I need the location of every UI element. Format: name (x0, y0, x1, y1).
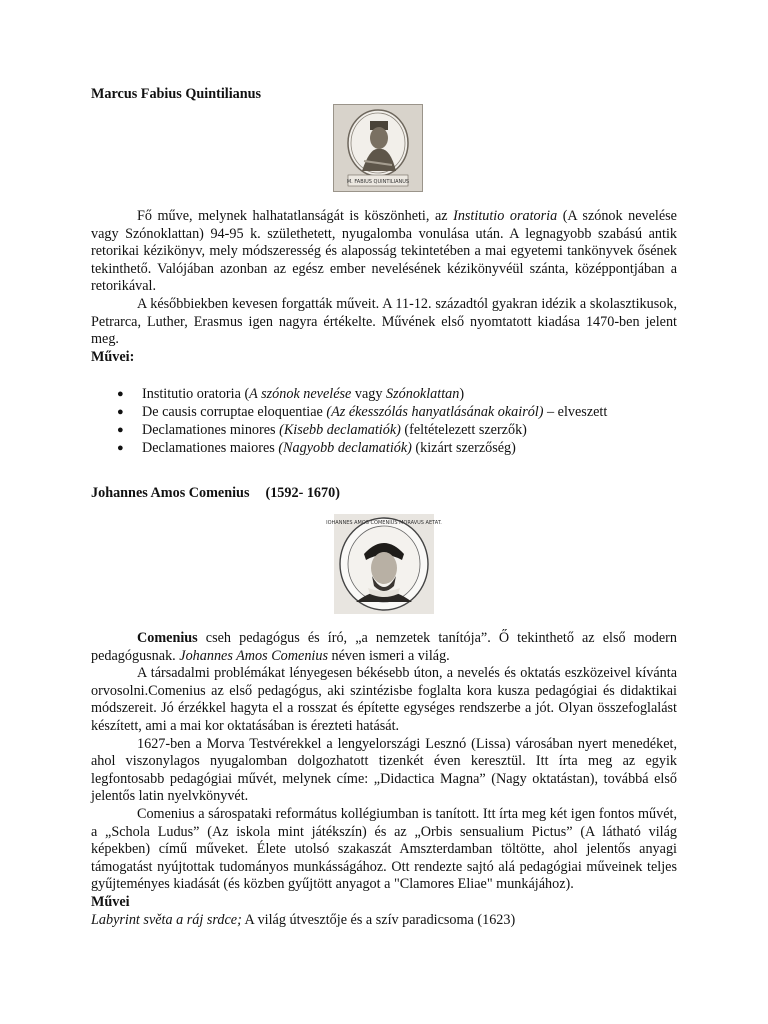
list-item: ● Declamationes maiores (Nagyobb declamatiók) (kizárt szerzőség) (117, 440, 516, 457)
bullet-icon: ● (117, 406, 124, 419)
portrait-comenius-caption: IOHANNES AMOS COMENIUS MORAVUS AETAT. (326, 520, 442, 526)
comenius-years: (1592- 1670) (265, 485, 340, 501)
list-item: ● Institutio oratoria (A szónok nevelése vagy Szónoklattan) (117, 386, 465, 403)
comenius-paragraph-2: A társadalmi problémákat lényegesen békésebb úton, a nevelés és oktatás eszközeivel kívánta orvosolni.Comenius az első pedagógus, aki szintézisbe foglalta kora kusza pedagógiai és didaktikai módszereit. Jó érzékkel hagyta el a rosszat és építette egységes rendszerbe a jót. Olyan összefoglalást készített, ami a mai kor oktatásában is érezteti hatását. (91, 665, 677, 734)
portrait-comenius (326, 514, 442, 614)
bullet-icon: ● (117, 424, 124, 437)
quintilianus-paragraph-2: A későbbiekben kevesen forgatták műveit. A 11-12. századtól gyakran idézik a skolasztikusok, Petrarca, Luther, Erasmus igen nagyra értékelte. Művének első nyomtatott kiadása 1470-ben jelent meg. (91, 295, 677, 348)
section-title-quintilianus: Marcus Fabius Quintilianus (91, 86, 262, 102)
comenius-body (91, 630, 677, 929)
portrait-comenius-engraving (326, 514, 442, 614)
comenius-work-item: Labyrint světa a ráj srdce; A világ útvesztője és a szív paradicsoma (1623) (91, 911, 516, 928)
list-item: ● De causis corruptae eloquentiae (Az ékesszólás hanyatlásának okairól) – elveszett (117, 404, 608, 421)
quintilianus-body (91, 208, 677, 458)
bullet-icon: ● (117, 442, 124, 455)
list-item: ● Declamationes minores (Kisebb declamatiók) (feltételezett szerzők) (117, 422, 527, 439)
portrait-quintilianus-caption: M. FABIUS QUINTILIANUS (346, 179, 410, 185)
quintilianus-paragraph-1: Fő műve, melynek halhatatlanságát is köszönheti, az Institutio oratoria (A szónok nevelése vagy Szónoklattan) 94-95 k. születhetett, nyugalomba vonulása után. A legnagyobb szabású antik retorikai kézikönyv, mely módszeresség és alaposság tekintetében a mai egyetemi tankönyvek ősének tekinthető. Valójában azonban az egész ember nevelésének kézikönyvéül szánta, középpontjában a retorikával. (91, 208, 677, 295)
quintilianus-works-list (91, 386, 677, 458)
bullet-icon: ● (117, 388, 124, 401)
comenius-paragraph-3: 1627-ben a Morva Testvérekkel a lengyelországi Lesznó (Lissa) városában nyert menedéket, ahol viszonylagos nyugalomban dolgozhatott tizenkét éven keresztül. Itt írta meg az egyik legfontosabb pedagógiai művét, melynek címe: „Didactica Magna” (Nagy oktatástan), továbbá első jelentős latin nyelvkönyvét. (91, 735, 677, 805)
portrait-quintilianus (333, 104, 423, 192)
quintilianus-works-heading: Művei: (91, 348, 135, 365)
section-title-comenius: Johannes Amos Comenius (1592- 1670) (91, 485, 340, 501)
comenius-works-heading: Művei (91, 893, 130, 910)
comenius-paragraph-1: Comenius cseh pedagógus és író, „a nemzetek tanítója”. Ő tekinthető az első modern pedagógusnak. Johannes Amos Comenius néven ismeri a világ. (91, 630, 677, 664)
comenius-paragraph-4: Comenius a sárospataki református kollégiumban is tanított. Itt írta meg két igen fontos művét, a „Schola Ludus” (Az iskola mint játékszín) és az „Orbis sensualium Pictus” (A látható világ képekben) című műveket. Élete utolsó szakaszát Amszterdamban töltötte, ahol jelentős anyagi támogatást nyújtottak tudományos munkásságához. Ott rendezte sajtó alá pedagógiai műveinek teljes gyűjteményes kiadását (és közben gyűjtött anyagot a "Clamores Eliae" munkájához). (91, 805, 677, 893)
portrait-quintilianus-engraving (334, 105, 422, 191)
